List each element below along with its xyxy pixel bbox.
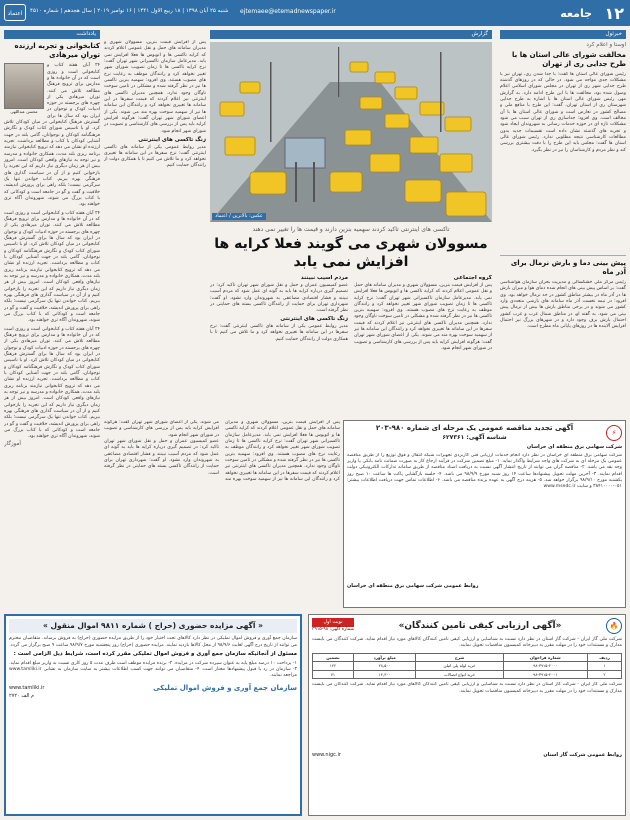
table-cell: ۲ xyxy=(588,670,622,679)
left-body-cont-2: ۲۴ آبان هفته کتاب و کتابخوانی است و روزی است که در آن خانواده ها و مدارس برای ترویج فرهنگ مطالعه تلاش می کنند. توران میرهادی یکی از چهره های برجسته در حوزه ادبیات کودک و نوجوان در ایران بود که سال ها برای گسترش فرهنگ کتابخوانی در میان کودکان تلاش کرد. او با تاسیس شورای کتاب کودک و نگارش فرهنگنامه کودکان و نوجوانان، گامی بلند در جهت آشنایی کودکان با کتاب و مطالعه برداشت. تجربه ارزنده او نشان می دهد که ترویج کتابخوانی نیازمند برنامه ریزی بلند مدت، همکاری خانواده و مدرسه و نیز توجه به نیازهای واقعی کودکان است. امروز بیش از هر زمان دیگری نیاز داریم که این تجربه را بازخوانی کنیم و از آن در سیاست گذاری های فرهنگی بهره ببریم. کتاب خواندن تنها یک سرگرمی نیست؛ بلکه راهی برای پرورش اندیشه، خلاقیت و گفت و گو در جامعه است و کودکانی که با کتاب بزرگ می شوند، شهروندان آگاه تری خواهند بود. xyxy=(4,326,100,440)
auction-org: سازمان جمع آوری و فروش اموال تملیکی xyxy=(153,683,297,692)
auction-site-link[interactable]: www.tamliki.ir xyxy=(9,684,45,691)
left-headline: کتابخوانی و تجربه ارزنده تورانِ میرهادی xyxy=(14,42,100,60)
right-body-2: رئیس مرکز ملی خشکسالی و مدیریت بحران سازمان هواشناسی گفت: بر اساس پیش بینی های انجام شده دمای هوا و میزان بارش ها در آذر ماه در بیشتر مناطق کشور در حد نرمال خواهد بود. وی افزود: در نیمه نخست آذر ماه سامانه های بارشی متعددی وارد کشور می شوند و در برخی مناطق بارش ها بیش از نرمال پیش بینی می شود. به گفته او، در مناطق شمال غرب و غرب کشور احتمال بارش برف وجود دارد و در شهرهای بزرگ نیز احتمال افزایش آلاینده ها در روزهای پایانی ماه مطرح است. xyxy=(500,279,626,330)
left-column xyxy=(4,30,100,600)
table-cell: ۱ xyxy=(588,662,622,671)
supplier-table xyxy=(312,653,622,680)
middle-left-column xyxy=(104,40,206,410)
table-cell: ۹۸-۳۹۱۵-۲۰۰۰ xyxy=(503,662,587,671)
auction-body: سازمان جمع آوری و فروش اموال تملیکی در نظر دارد کالاهای تحت اختیار خود را از طریق مزایده حضوری (حراج) به فروش برساند. متقاضیان محترم می توانند از تاریخ درج آگهی لغایت ۹۸/۹/۶ از محل کالاها بازدید نمایند. مزایده حضوری (حراج) روز پنجشنبه مورخ ۹۸/۹/۷ ساعت ۹ صبح برگزار می گردد. xyxy=(9,636,297,648)
right-headline: مخالفت شورای عالی استان ها با طرح جدایی ری از تهران xyxy=(512,50,626,68)
middle-left-body: پس از افزایش قیمت بنزین، مسوولان شهری و مدیران سامانه های حمل و نقل عمومی اعلام کردند که کرایه تاکسی ها و اتوبوس ها فعلا افزایش نمی یابد. مدیرعامل سازمان تاکسیرانی شهر تهران گفت: نرخ کرایه تاکسی ها تا زمان تصویب شورای شهر تغییر نخواهد کرد و رانندگان موظف به رعایت نرخ های مصوب هستند. وی افزود: سهمیه بنزین تاکسی ها نیز در نظر گرفته شده و مشکلی در تامین سوخت ناوگان وجود ندارد. همچنین مدیران تاکسی های اینترنتی نیز اعلام کردند که قیمت سفرها در این سامانه ها تغییری نخواهد کرد و رانندگان این سامانه ها نیز از سهمیه سوخت بهره مند می شوند. یکی از اعضای شورای شهر تهران گفت: هرگونه افزایش کرایه باید پس از بررسی های کارشناسی و تصویب در شورای شهر انجام شود. xyxy=(104,40,206,134)
photo-caption: عکس: بالاترین / اعتماد xyxy=(212,213,266,220)
taxi-photo-illustration xyxy=(210,42,492,222)
supplier-badge: نوبت اول xyxy=(312,618,354,627)
right-kicker: اوستا و اعلام کرد xyxy=(586,42,626,48)
table-cell: ۱۴۲ xyxy=(313,662,354,671)
main-byline: گروه اجتماعی xyxy=(453,275,492,282)
left-column-tag: یادداشت xyxy=(4,30,100,39)
page-number: ۱۲ xyxy=(604,4,624,23)
gas-company-logo-icon: 🔥 xyxy=(606,618,622,634)
main-kicker: تاکسی های اینترنتی تاکید کردند سهمیه بنزین دارند و قیمت ها را تغییر نمی دهند xyxy=(252,226,450,233)
middle-lower-text xyxy=(104,420,340,608)
auction-title: « آگهی مزایده حضوری (حراج ) شماره ۹۸۱۱ اموال منقول » xyxy=(9,619,297,633)
middle-lower-body: پس از افزایش قیمت بنزین، مسوولان شهری و مدیران سامانه های حمل و نقل عمومی اعلام کردند که کرایه تاکسی ها و اتوبوس ها فعلا افزایش نمی یابد. مدیرعامل سازمان تاکسیرانی شهر تهران گفت: نرخ کرایه تاکسی ها تا زمان تصویب شورای شهر تغییر نخواهد کرد و رانندگان موظف به رعایت نرخ های مصوب هستند. وی افزود: سهمیه بنزین تاکسی ها نیز در نظر گرفته شده و مشکلی در تامین سوخت ناوگان وجود ندارد. همچنین مدیران تاکسی های اینترنتی نیز اعلام کردند که قیمت سفرها در این سامانه ها تغییری نخواهد کرد و رانندگان این سامانه ها نیز از سهمیه سوخت بهره مند می شوند. یکی از اعضای شورای شهر تهران گفت: هرگونه افزایش کرایه باید پس از بررسی های کارشناسی و تصویب در شورای شهر انجام شود. xyxy=(104,420,340,482)
electricity-logo-icon: ⚡ xyxy=(606,425,622,441)
main-body-3: مدیر روابط عمومی یکی از سامانه های تاکسی اینترنتی گفت: نرخ سفرها در این سامانه ها تغییری نخواهد کرد و ما تلاش می کنیم تا با همکاری دولت از رانندگان حمایت کنیم. xyxy=(210,324,348,342)
main-body-2: عضو کمیسیون عمران و حمل و نقل شورای شهر تهران تاکید کرد: در تصمیم گیری درباره کرایه ها باید به گونه ای عمل شود که مردم آسیب نبینند و فشار اقتصادی مضاعفی به شهروندان وارد نشود. او گفت: شهرداری تهران برای حمایت از رانندگان تاکسی بسته های حمایتی در نظر گرفته است. xyxy=(210,282,348,314)
table-cell: ۹۸-۳۹۱۵-۲۰۰۱ xyxy=(503,670,587,679)
tender-footer: روابط عمومی شرکت سهامی برق منطقه ای خراسان xyxy=(347,582,479,589)
author-name: محسن عبداللهی xyxy=(10,109,38,115)
table-header: شرح xyxy=(416,653,503,662)
tender-ad xyxy=(343,420,626,608)
auction-subhead: مسئول از آنجائیکه سازمان جمع آوری و فروش اموال تملیکی مقرر کرده است، شرایط ذیل الزامی است : xyxy=(13,651,297,657)
newspaper-logo: اعتماد xyxy=(4,4,26,21)
table-cell: ۱۴,۳۰۰ xyxy=(353,670,416,679)
email-link[interactable]: ejtemaee@etemadnewspaper.ir xyxy=(240,8,336,15)
table-header: ردیف xyxy=(588,653,622,662)
supplier-badge-2: شماره آگهی: ۹۸-۳۹۱۵ xyxy=(312,627,355,633)
supplier-title: «آگهی ارزیابی کیفی تامین کنندگان» xyxy=(398,620,562,631)
right-column-tag: خبرئول xyxy=(500,30,626,39)
taxi-photo xyxy=(210,42,492,222)
main-story-tag: گزارش xyxy=(210,30,492,39)
main-headline: مسوولان شهری می گویند فعلا کرایه ها افزایش نمی یابد xyxy=(214,236,488,270)
middle-left-body-2: مدیر روابط عمومی یکی از سامانه های تاکسی اینترنتی گفت: نرخ سفرها در این سامانه ها تغییری نخواهد کرد و ما تلاش می کنیم تا با همکاری دولت از رانندگان حمایت کنیم. xyxy=(104,144,206,169)
supplier-site-link[interactable]: www.nigc.ir xyxy=(312,752,341,759)
table-row xyxy=(313,670,622,679)
auction-code: م الف ۲۷۲۰ xyxy=(9,693,35,700)
table-cell: ۷۱ xyxy=(313,670,354,679)
middle-lower-body-2: عضو کمیسیون عمران و حمل و نقل شورای شهر تهران تاکید کرد: در تصمیم گیری درباره کرایه ها باید به گونه ای عمل شود که مردم آسیب نبینند و فشار اقتصادی مضاعفی به شهروندان وارد نشود. او گفت: شهرداری تهران برای حمایت از رانندگان تاکسی بسته های حمایتی در نظر گرفته است. xyxy=(104,438,219,476)
tender-title: آگهی تجدید مناقصه عمومی یک مرحله ای شماره ۹۸۰-۲۰۳ xyxy=(375,424,574,432)
supplier-body-2: شرکت ملی گاز ایران - شرکت گاز استان در نظر دارد نسبت به شناسایی و ارزیابی کیفی تامین کنندگان کالاهای مورد نیاز اقدام نماید. شرکت کنندگان می بایست مدارک و مستندات خود را در مهلت مقرر به دبیرخانه کمیسیون مناقصات تحویل نمایند. xyxy=(312,682,622,694)
middle-left-subhead: زنگ تاکسی های اینترنتی xyxy=(138,136,206,143)
table-header: شماره فراخوان xyxy=(503,653,587,662)
section-title: جامعه xyxy=(560,7,592,20)
page-header xyxy=(0,0,630,26)
right-column xyxy=(500,30,626,415)
auction-ad xyxy=(4,614,302,816)
supplier-ad xyxy=(308,614,626,816)
auction-body-2: ۱- پرداخت ۱۰ درصد مبلغ پایه به عنوان سپرده شرکت در مزایده. ۲- برنده مزایده موظف است ظرف مدت ۵ روز کاری نسبت به واریز مبلغ اقدام نماید. ۳- سازمان در رد یا قبول پیشنهادها مختار است. ۴- متقاضیان می توانند جهت کسب اطلاعات بیشتر به سایت سازمان به نشانی www.tamliki.ir مراجعه نمایند. xyxy=(9,660,297,679)
main-subhead-2: زنگ تاکسی های اینترنتی xyxy=(280,316,348,323)
tender-id: شناسه آگهی: ۶۲۷۳۶۱ xyxy=(442,433,507,441)
main-body: پس از افزایش قیمت بنزین، مسوولان شهری و مدیران سامانه های حمل و نقل عمومی اعلام کردند که کرایه تاکسی ها و اتوبوس ها فعلا افزایش نمی یابد. مدیرعامل سازمان تاکسیرانی شهر تهران گفت: نرخ کرایه تاکسی ها تا زمان تصویب شورای شهر تغییر نخواهد کرد و رانندگان موظف به رعایت نرخ های مصوب هستند. وی افزود: سهمیه بنزین تاکسی ها نیز در نظر گرفته شده و مشکلی در تامین سوخت ناوگان وجود ندارد. همچنین مدیران تاکسی های اینترنتی نیز اعلام کردند که قیمت سفرها در این سامانه ها تغییری نخواهد کرد و رانندگان این سامانه ها نیز از سهمیه سوخت بهره مند می شوند. یکی از اعضای شورای شهر تهران گفت: هرگونه افزایش کرایه باید پس از بررسی های کارشناسی و تصویب در شورای شهر انجام شود. xyxy=(354,282,492,352)
tender-body: شرکت سهامی برق منطقه ای خراسان در نظر دارد انجام خدمات ارزیابی فنی کاربردی تجهیزات شبکه انتقال و فوق توزیع را از طریق مناقصه عمومی یک مرحله ای به شرکت های واجد شرایط واگذار نماید. ۱- مبلغ تضمین شرکت در فرآیند ارجاع کار به صورت ضمانت نامه بانکی یا واریز وجه نقد می باشد. ۲- مناقصه گران می توانند از تاریخ انتشار آگهی نسبت به دریافت اسناد مناقصه از طریق سامانه تدارکات الکترونیکی دولت اقدام نمایند. ۳- آخرین مهلت تحویل پیشنهادها ساعت ۱۴ روز شنبه مورخ ۹۸/۹/۹ می باشد. ۴- جلسه بازگشایی پاکت ها ساعت ۱۰ صبح روز یکشنبه مورخ ۹۸/۹/۱۰ برگزار خواهد شد. ۵- هزینه درج آگهی به عهده برنده مناقصه می باشد. ۶- اطلاعات تماس جهت دریافت اطلاعات بیشتر: ۰۵۱-۳۸۴۱۰۰۰۰ و سایت www.msedc.ir xyxy=(347,452,622,490)
right-headline-2: پیش بینی دما و بارش نرمال برای آذر ماه xyxy=(510,258,626,276)
right-body: رئیس شورای عالی استان ها گفت: با جدا شدن ری، تهران نیز با مشکلات جدی مواجه می شود. در حالی که در روزهای گذشته طرح جدایی شهر ری از تهران در مجلس شورای اسلامی اعلام وصول شده بود، مخالفت ها با این طرح ادامه دارد. به گزارش مهر، رئیس شورای عالی استان ها با اشاره به طرح جدایی شهرستان ری از استان تهران، گفت: این طرح با منافع ملی و مصالح کشور در تعارض است و شورای عالی استان ها با آن مخالف است. وی افزود: جداسازی ری از تهران سبب می شود مشکلات تازه ای در حوزه خدمات رسانی به شهروندان ایجاد شود و تجربه های گذشته نشان داده است تقسیمات جدید بدون مطالعات کارشناسی نتیجه مطلوبی ندارد. رئیس شورای عالی استان ها گفت: مجلس باید این طرح را با دقت بیشتری بررسی کند و نظر مردم و کارشناسان را نیز در نظر بگیرد. xyxy=(500,71,626,153)
table-cell: خرید لوله پلی اتیلن xyxy=(416,662,503,671)
author-avatar xyxy=(4,63,44,109)
left-body: ۲۴ آبان هفته کتاب و کتابخوانی است و روزی است که در آن خانواده ها و مدارس برای ترویج فرهنگ مطالعه تلاش می کنند. توران میرهادی یکی از چهره های برجسته در حوزه ادبیات کودک و نوجوان در ایران بود که سال ها برای گسترش فرهنگ کتابخوانی در میان کودکان تلاش کرد. او با تاسیس شورای کتاب کودک و نگارش فرهنگنامه کودکان و نوجوانان، گامی بلند در جهت آشنایی کودکان با کتاب و مطالعه برداشت. تجربه ارزنده او نشان می دهد که ترویج کتابخوانی نیازمند برنامه ریزی بلند مدت، همکاری خانواده و مدرسه و نیز توجه به نیازهای واقعی کودکان است. امروز بیش از هر زمان دیگری نیاز داریم که این تجربه را بازخوانی کنیم و از آن در سیاست گذاری های فرهنگی بهره ببریم. کتاب خواندن تنها یک سرگرمی نیست؛ بلکه راهی برای پرورش اندیشه، خلاقیت و گفت و گو در جامعه است و کودکانی که با کتاب بزرگ می شوند، شهروندان آگاه تری خواهند بود. xyxy=(4,63,100,208)
main-story xyxy=(210,30,492,410)
left-body-cont: ۲۴ آبان هفته کتاب و کتابخوانی است و روزی است که در آن خانواده ها و مدارس برای ترویج فرهنگ مطالعه تلاش می کنند. توران میرهادی یکی از چهره های برجسته در حوزه ادبیات کودک و نوجوان در ایران بود که سال ها برای گسترش فرهنگ کتابخوانی در میان کودکان تلاش کرد. او با تاسیس شورای کتاب کودک و نگارش فرهنگنامه کودکان و نوجوانان، گامی بلند در جهت آشنایی کودکان با کتاب و مطالعه برداشت. تجربه ارزنده او نشان می دهد که ترویج کتابخوانی نیازمند برنامه ریزی بلند مدت، همکاری خانواده و مدرسه و نیز توجه به نیازهای واقعی کودکان است. امروز بیش از هر زمان دیگری نیاز داریم که این تجربه را بازخوانی کنیم و از آن در سیاست گذاری های فرهنگی بهره ببریم. کتاب خواندن تنها یک سرگرمی نیست؛ بلکه راهی برای پرورش اندیشه، خلاقیت و گفت و گو در جامعه است و کودکانی که با کتاب بزرگ می شوند، شهروندان آگاه تری خواهند بود. xyxy=(4,210,100,324)
supplier-body: شرکت ملی گاز ایران - شرکت گاز استان در نظر دارد نسبت به شناسایی و ارزیابی کیفی تامین کنندگان کالاهای مورد نیاز اقدام نماید. شرکت کنندگان می بایست مدارک و مستندات خود را در مهلت مقرر به دبیرخانه کمیسیون مناقصات تحویل نمایند. xyxy=(312,637,622,649)
left-footer: آموزگار xyxy=(4,440,21,447)
date-line: شنبه ۲۵ آبان ۱۳۹۸ | ۱۸ ربیع الاول ۱۴۴۱ | ۱۶ نوامبر ۲۰۱۹ | سال هجدهم | شماره ۴۵۱۰ xyxy=(30,8,229,14)
main-subhead: مردم آسیب نبینند xyxy=(300,275,348,282)
supplier-footer: روابط عمومی شرکت گاز استان xyxy=(543,752,622,759)
table-cell: ۲۸,۵۰۰ xyxy=(353,662,416,671)
tender-issuer: شرکت سهامی برق منطقه ای خراسان xyxy=(526,443,622,450)
table-header: تضمین xyxy=(313,653,354,662)
table-header: مبلغ برآورد xyxy=(353,653,416,662)
table-row xyxy=(313,662,622,671)
table-cell: خرید انواع اتصالات xyxy=(416,670,503,679)
